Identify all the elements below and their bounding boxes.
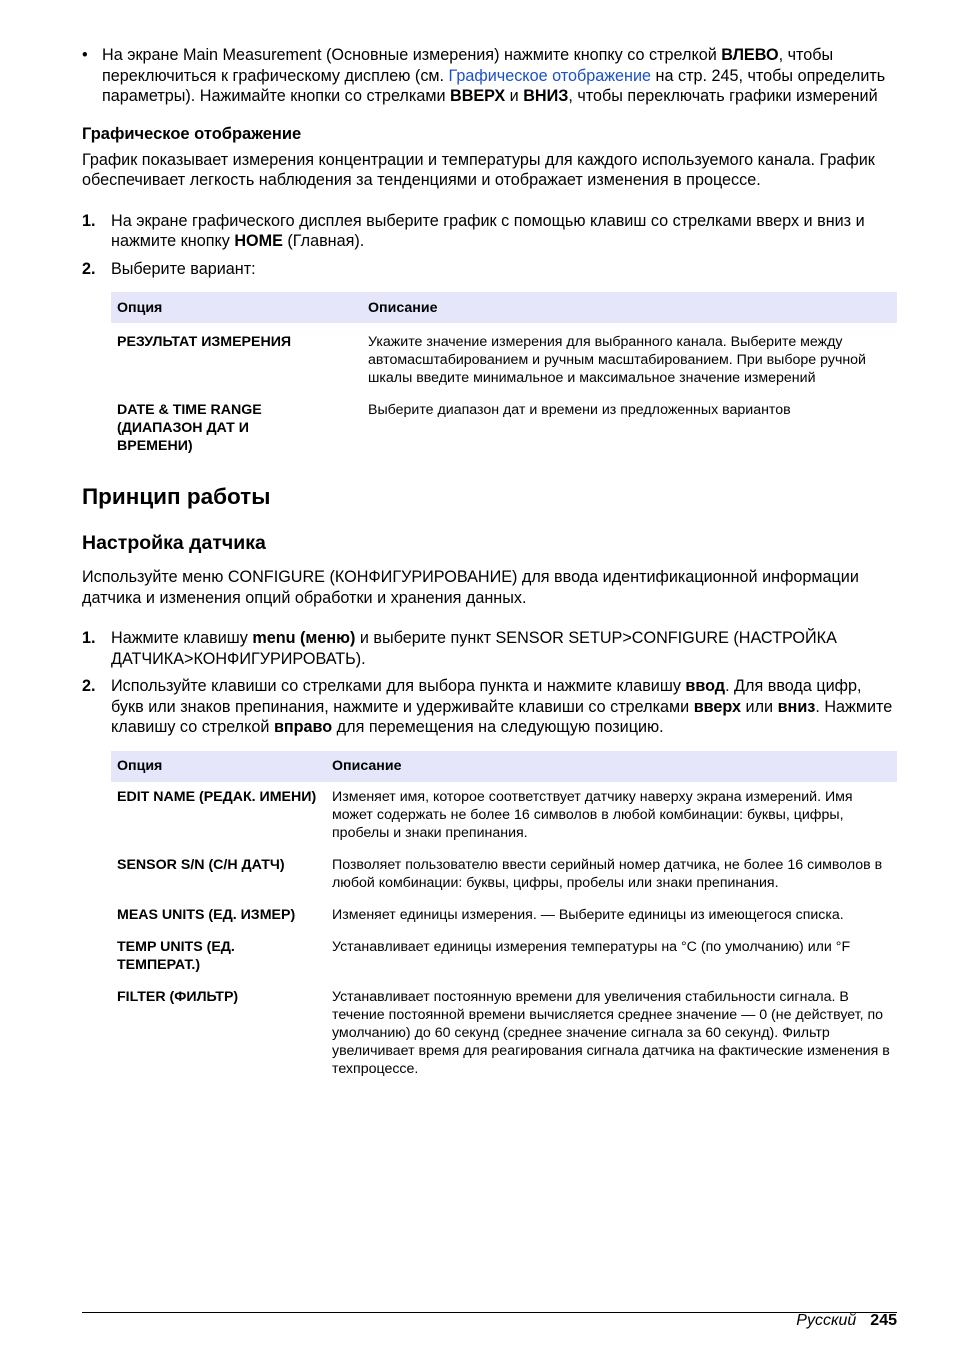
page-number: 245 <box>870 1312 897 1329</box>
bold-down: ВНИЗ <box>523 87 569 105</box>
column-header-option: Опция <box>111 751 326 782</box>
text-run: Нажмите клавишу <box>111 629 253 647</box>
description-cell: Выберите диапазон дат и времени из предложенных вариантов <box>368 402 791 418</box>
bold-right: вправо <box>273 718 333 736</box>
description-cell: Укажите значение измерения для выбранного канала. Выберите между автомасштабированием и ручным масштабированием. При выборе ручной шкалы введите минимальное и максимальное значение измерений <box>368 334 866 386</box>
sensor-setup-paragraph: Используйте меню CONFIGURE (КОНФИГУРИРОВАНИЕ) для ввода идентификационной информации датчика и изменения опций обработки и хранения данных. <box>82 568 859 607</box>
setup-step-2 <box>82 676 897 738</box>
graph-step-2 <box>82 259 897 280</box>
bold-up: вверх <box>693 697 742 716</box>
step-number: 2. <box>82 677 96 695</box>
text-run: . Нажмите клавишу со стрелкой <box>111 697 893 736</box>
table-row <box>111 974 897 1078</box>
option-cell: РЕЗУЛЬТАТ ИЗМЕРЕНИЯ <box>117 334 292 350</box>
bold-home: HOME <box>234 232 283 250</box>
graph-options-table <box>111 292 897 455</box>
option-cell: DATE & TIME RANGE (ДИАПАЗОН ДАТ И ВРЕМЕНИ) <box>117 402 262 454</box>
text-run: (Главная). <box>282 232 365 250</box>
footer-language: Русский <box>796 1312 857 1329</box>
graph-step-1 <box>82 211 897 252</box>
description-cell: Устанавливает единицы измерения температуры на °C (по умолчанию) или °F <box>332 938 851 955</box>
bullet-dot: • <box>82 46 88 64</box>
text-run: для перемещения на следующую позицию. <box>332 718 664 736</box>
table-row <box>111 782 897 842</box>
text-run: На экране Main Measurement (Основные измерения) нажмите кнопку со стрелкой <box>102 46 722 64</box>
table-header-row <box>111 292 897 323</box>
footer-divider <box>82 1312 897 1313</box>
table-row <box>111 323 897 387</box>
description-cell: Позволяет пользователю ввести серийный номер датчика, не более 16 символов в любой комбинации: буквы, цифры, пробелы или знаки препинания. <box>332 856 883 891</box>
graph-display-link[interactable]: Графическое отображение <box>448 66 652 85</box>
bold-menu: menu (меню) <box>252 629 356 647</box>
bold-left: ВЛЕВО <box>721 46 779 64</box>
table-row <box>111 842 897 892</box>
setup-step-1 <box>82 628 897 669</box>
step-text <box>111 676 897 738</box>
step-number: 1. <box>82 629 96 647</box>
option-cell: TEMP UNITS (ЕД. ТЕМПЕРАТ.) <box>117 938 235 973</box>
table-row <box>111 924 897 974</box>
bold-enter: ввод <box>685 677 726 695</box>
table-row <box>111 387 897 455</box>
text-run: и выберите пункт SENSOR SETUP>CONFIGURE (НАСТРОЙКА ДАТЧИКА>КОНФИГУРИРОВАТЬ). <box>111 629 837 668</box>
text-run: Используйте клавиши со стрелками для выбора пункта и нажмите клавишу <box>111 677 686 695</box>
step-number: 2. <box>82 259 96 278</box>
column-header-option: Опция <box>111 292 362 323</box>
text-run: . Для ввода цифр, букв или знаков препинания, нажмите и удерживайте клавиши со стрелками <box>111 677 862 716</box>
step-text <box>111 628 897 669</box>
step-number: 1. <box>82 211 96 230</box>
intro-bullet-text <box>102 45 897 107</box>
principle-heading: Принцип работы <box>82 484 271 509</box>
option-cell: FILTER (ФИЛЬТР) <box>117 988 239 1005</box>
sensor-setup-heading: Настройка датчика <box>82 532 266 554</box>
text-run: на стр. 245, чтобы определить параметры). Нажимайте кнопки со стрелками <box>102 66 886 105</box>
intro-bullet <box>82 45 897 107</box>
description-cell: Устанавливает постоянную времени для увеличения стабильности сигнала. В течение постоянной времени вычисляется среднее значение — 0 (не действует, по умолчанию) до 60 секунд (среднее значение сигнала за 60 секунд). Фильтр увеличивает время для реагирования сигнала датчика на фактические изменения в техпроцессе. <box>332 988 890 1077</box>
configure-options-table <box>111 751 897 1078</box>
text-run: , чтобы переключать графики измерений <box>568 87 878 105</box>
step-text <box>111 211 897 252</box>
page-footer <box>796 1312 897 1330</box>
page-content <box>82 45 897 1078</box>
step-text: Выберите вариант: <box>111 259 256 278</box>
bold-down: вниз <box>777 697 816 716</box>
bold-up: ВВЕРХ <box>450 87 506 105</box>
column-header-description: Описание <box>326 751 897 782</box>
graph-section-heading: Графическое отображение <box>82 124 302 143</box>
description-cell: Изменяет единицы измерения. — Выберите единицы из имеющегося списка. <box>332 906 844 923</box>
graph-section-paragraph: График показывает измерения концентрации и температуры для каждого используемого канала. График обеспечивает легкость наблюдения за тенденциями и отображает изменения в процессе. <box>82 150 875 189</box>
option-cell: MEAS UNITS (ЕД. ИЗМЕР) <box>117 906 296 923</box>
option-cell: EDIT NAME (РЕДАК. ИМЕНИ) <box>117 788 317 805</box>
text-run: или <box>741 697 778 716</box>
text-run: На экране графического дисплея выберите график с помощью клавиш со стрелками вверх и вниз и нажмите кнопку <box>111 211 865 250</box>
table-row <box>111 892 897 924</box>
text-run: и <box>505 87 524 105</box>
description-cell: Изменяет имя, которое соответствует датчику наверху экрана измерений. Имя может содержать не более 16 символов в любой комбинации: буквы, цифры, пробелы и знаки препинания. <box>332 788 853 841</box>
column-header-description: Описание <box>362 292 897 323</box>
table-header-row <box>111 751 897 782</box>
text-run: , чтобы переключиться к графическому дисплею (см. <box>102 46 834 85</box>
option-cell: SENSOR S/N (С/Н ДАТЧ) <box>117 856 285 873</box>
